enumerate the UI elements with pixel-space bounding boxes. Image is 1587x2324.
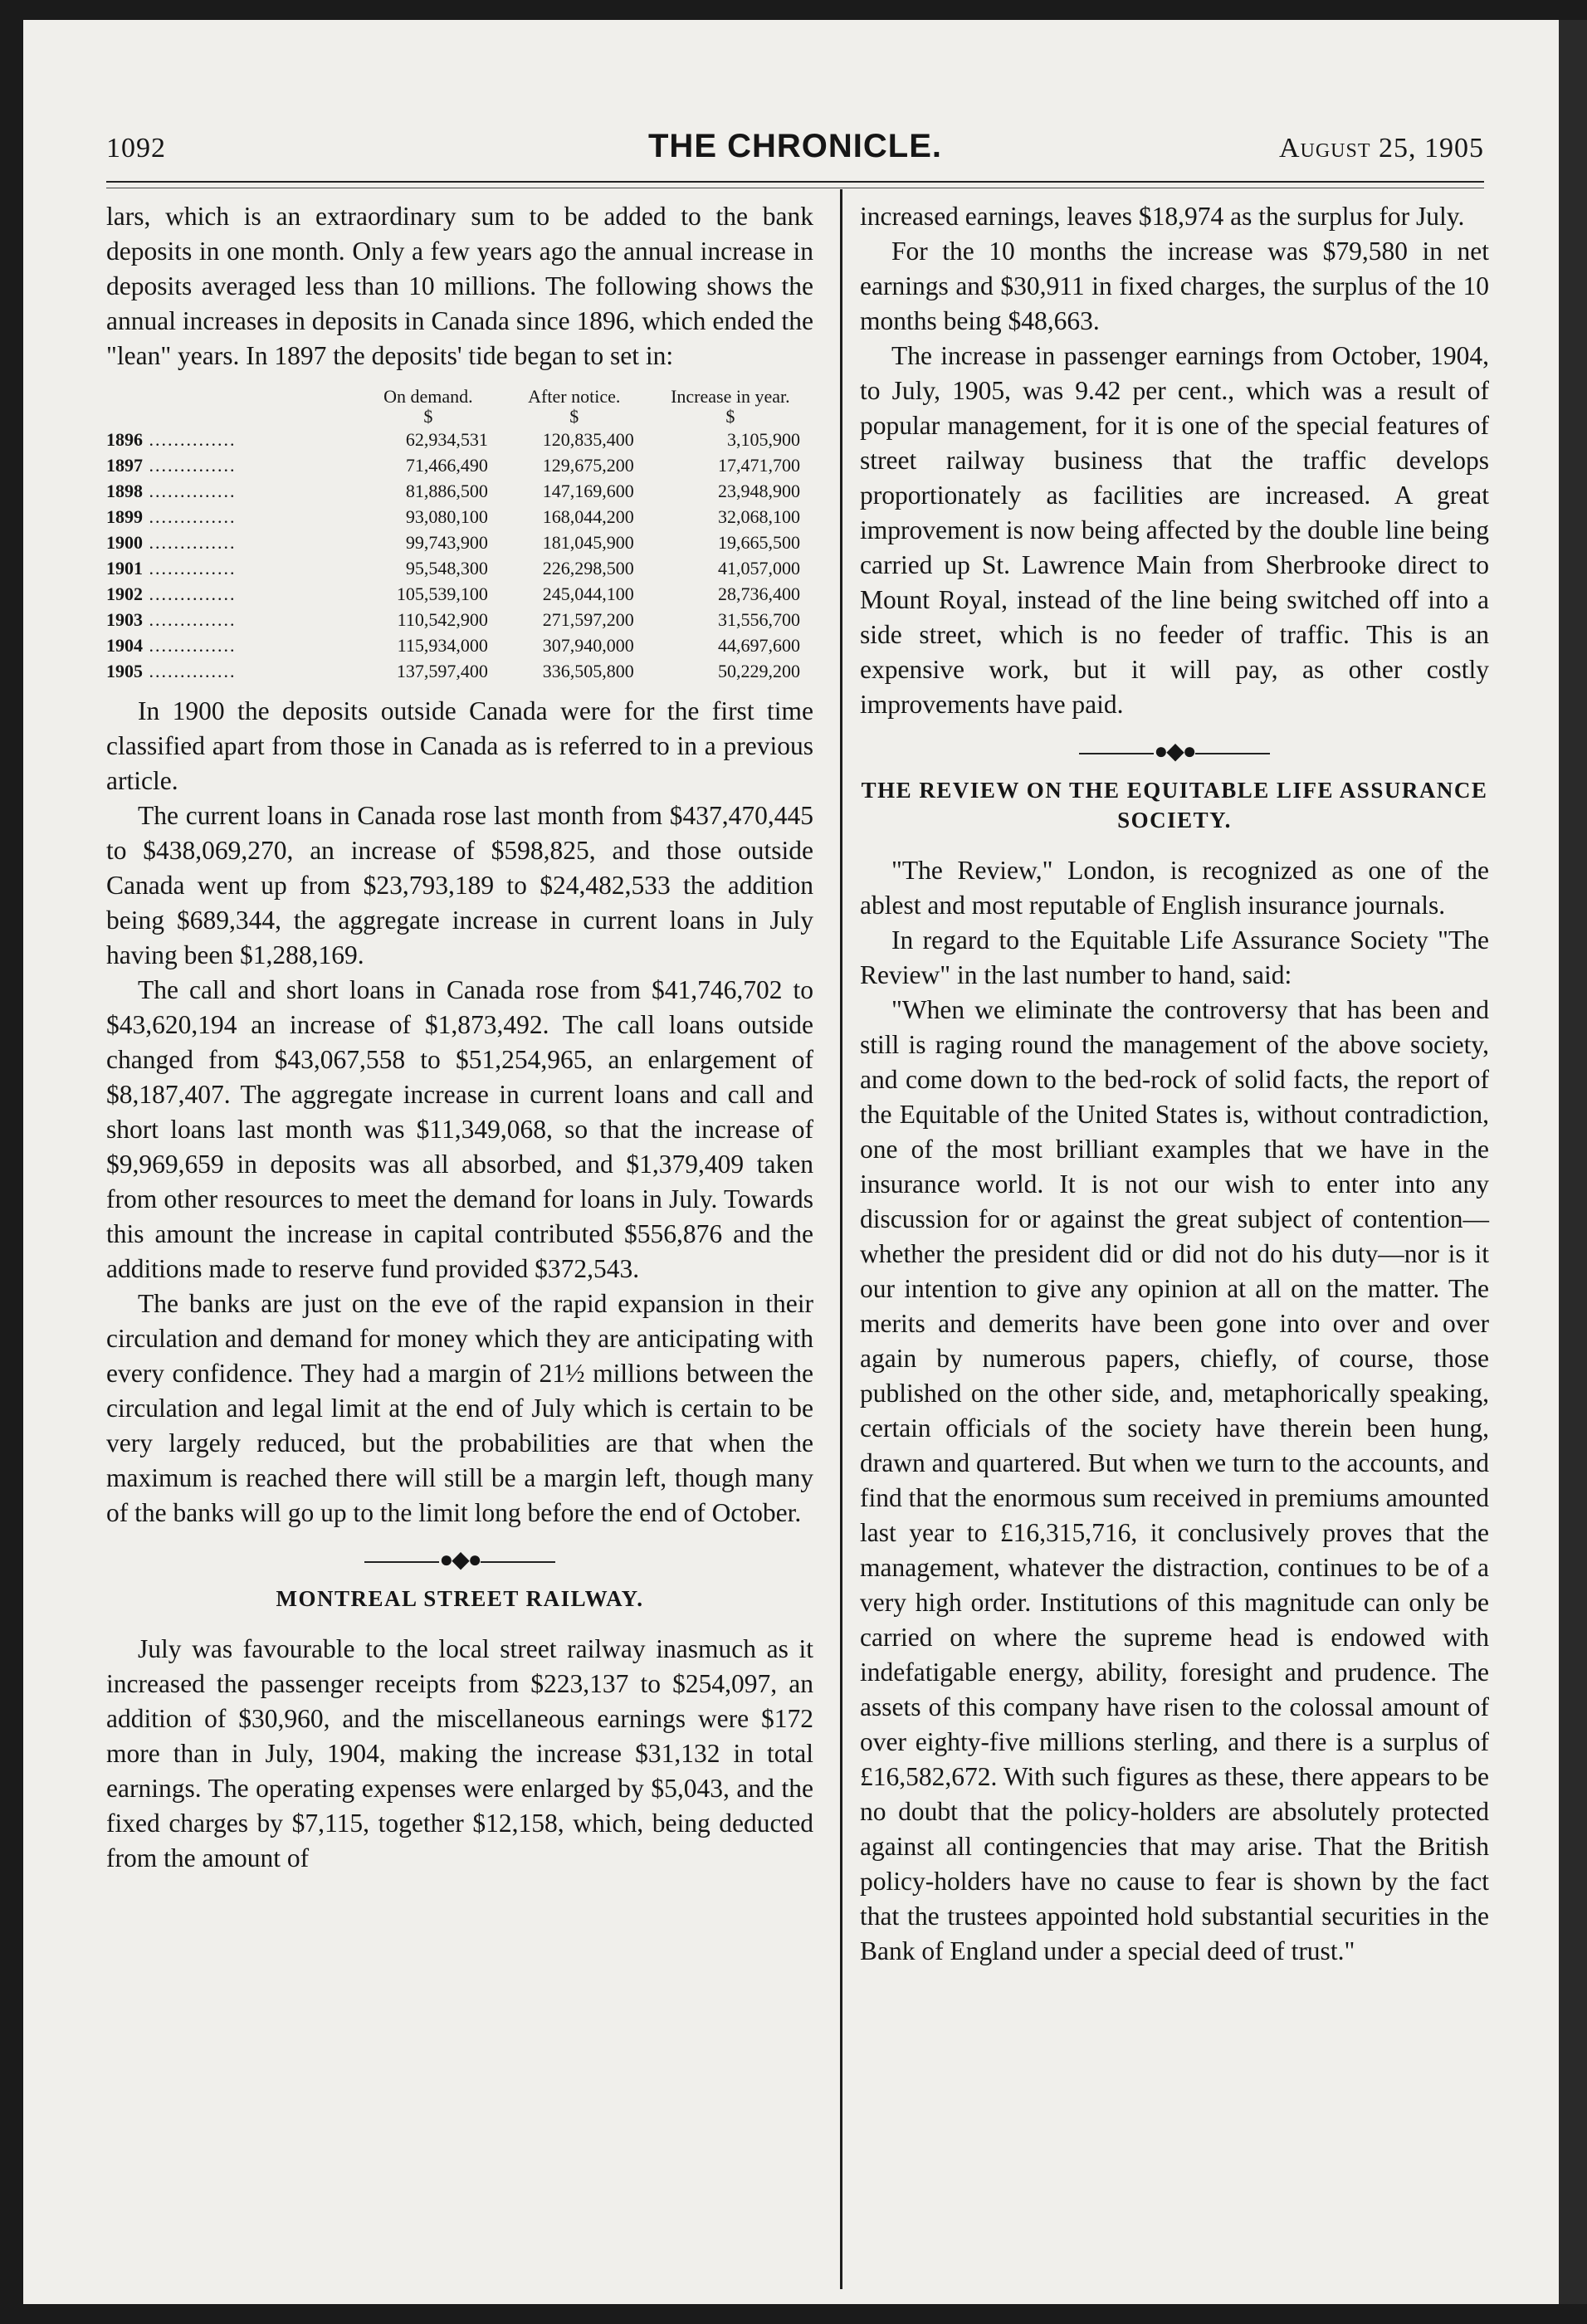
row-year: 1903	[106, 609, 143, 630]
paragraph-call-loans: The call and short loans in Canada rose from $41,746,702 to $43,620,194 an increase of $1,873,492. The call loans outside changed from $43,067,558 to $51,254,965, an enlargement of $8,187,407. The aggregate increase in current loans and call and short loans last month was $11,349,068, so that the increase of $9,969,659 in deposits was all absorbed, and $1,379,409 taken from other resources to meet the demand for loans in July. Towards this amount the increase in capital contributed $556,876 and the additions made to reserve fund provided $372,543.	[106, 975, 813, 1283]
paragraph-passenger-earnings: The increase in passenger earnings from October, 1904, to July, 1905, was 9.42 per cent., which was a result of popular management, for it is one of the special features of street railway business that the traffic develops proportionately as facilities are increased. A great improvement is now being affected by the double line being carried up St. Lawrence Main from Sherbrooke direct to Mount Royal, instead of the line being switched off into a side street, which is no feeder of traffic. This is an expensive work, but it will pay, as other costly improvements have paid.	[860, 341, 1489, 719]
cell-increase: 41,057,000	[718, 558, 800, 579]
header-rule	[106, 181, 1484, 188]
deposits-table	[106, 387, 813, 684]
table-row	[106, 427, 813, 452]
section-title-montreal-railway: MONTREAL STREET RAILWAY.	[276, 1586, 644, 1611]
cell-on-demand: 99,743,900	[405, 532, 488, 553]
paragraph-deposits-outside: In 1900 the deposits outside Canada were for the first time classified apart from those in Canada as is referred to in a previous article.	[106, 696, 813, 795]
cell-on-demand: 115,934,000	[397, 635, 488, 656]
cell-increase: 31,556,700	[718, 609, 800, 630]
row-year: 1899	[106, 506, 143, 527]
cell-after-notice: 307,940,000	[542, 635, 634, 656]
section-ornament: ●◆●	[106, 1545, 813, 1575]
row-year: 1896	[106, 429, 143, 450]
cell-after-notice: 336,505,800	[542, 661, 634, 681]
table-row	[106, 581, 813, 607]
row-year: 1900	[106, 532, 143, 553]
col-header-increase: Increase in year.	[671, 386, 790, 407]
issue-date: August 25, 1905	[1278, 133, 1484, 164]
cell-after-notice: 129,675,200	[542, 455, 634, 476]
cell-on-demand: 137,597,400	[396, 661, 488, 681]
paragraph-review-quote: "When we eliminate the controversy that has been and still is raging round the management of the above society, and come down to the bed-rock of solid facts, the report of the Equitable of the United States is, without contradiction, one of the most brilliant examples that we have in the insurance world. It is not our wish to enter into any discussion for or against the great subject of contention—whether the president did or did not do his duty—nor is it our intention to give any opinion at all on the matter. The merits and demerits have been gone into over and over again by numerous papers, chiefly, of course, those published on the other side, and, metaphorically speaking, certain officials of the society have therein been hung, drawn and quartered. But when we turn to the accounts, and find that the enormous sum received in premiums amounted last year to £16,315,716, it conclusively proves that the management, whatever the distraction, continues to be of a very high order. Institutions of this magnitude can only be carried on where the supreme head is endowed with indefatigable energy, ability, foresight and prudence. The assets of this company have risen to the colossal amount of over eighty-five millions sterling, and there is a surplus of £16,582,672. With such figures as these, there appears to be no doubt that the policy-holders are absolutely protected against all contingencies that may arise. That the British policy-holders have no cause to fear is shown by the fact that the trustees appointed hold substantial securities in the Bank of England under a special deed of trust."	[860, 995, 1489, 1965]
page-number: 1092	[106, 133, 166, 164]
table-row	[106, 632, 813, 658]
cell-on-demand: 71,466,490	[405, 455, 488, 476]
table-row	[106, 658, 813, 684]
leader-dots: ..............	[143, 609, 237, 630]
leader-dots: ..............	[143, 583, 237, 604]
publication-title: THE CHRONICLE.	[648, 128, 942, 164]
cell-after-notice: 226,298,500	[542, 558, 634, 579]
cell-on-demand: 62,934,531	[405, 429, 488, 450]
cell-increase: 50,229,200	[718, 661, 800, 681]
table-row	[106, 530, 813, 555]
row-year: 1897	[106, 455, 143, 476]
table-row	[106, 504, 813, 530]
leader-dots: ..............	[143, 506, 237, 527]
paragraph-review-regard: In regard to the Equitable Life Assurance Society "The Review" in the last number to hand, said:	[860, 925, 1489, 989]
leader-dots: ..............	[143, 532, 237, 553]
cell-after-notice: 147,169,600	[542, 481, 634, 501]
row-year: 1905	[106, 661, 143, 681]
cell-increase: 23,948,900	[718, 481, 800, 501]
currency-symbol: $	[569, 406, 579, 427]
paragraph-ten-months: For the 10 months the increase was $79,580 in net earnings and $30,911 in fixed charges, the surplus of the 10 months being $48,663.	[860, 237, 1489, 335]
cell-on-demand: 95,548,300	[405, 558, 488, 579]
table-row	[106, 555, 813, 581]
leader-dots: ..............	[143, 635, 237, 656]
cell-after-notice: 271,597,200	[542, 609, 634, 630]
cell-on-demand: 81,886,500	[405, 481, 488, 501]
cell-increase: 44,697,600	[718, 635, 800, 656]
row-year: 1901	[106, 558, 143, 579]
intro-paragraph: lars, which is an extraordinary sum to be added to the bank deposits in one month. Only a few years ago the annual increase in deposits averaged less than 10 millions. The following shows the annual increases in deposits in Canada since 1896, which ended the "lean" years. In 1897 the deposits' tide began to set in:	[106, 202, 813, 370]
cell-after-notice: 181,045,900	[542, 532, 634, 553]
cell-increase: 32,068,100	[718, 506, 800, 527]
column-rule	[840, 189, 842, 2289]
table-row	[106, 607, 813, 632]
row-year: 1902	[106, 583, 143, 604]
leader-dots: ..............	[143, 661, 237, 681]
cell-increase: 19,665,500	[718, 532, 800, 553]
table-row	[106, 478, 813, 504]
running-header	[106, 124, 1484, 174]
col-header-on-demand: On demand.	[383, 386, 473, 407]
cell-increase: 3,105,900	[727, 429, 800, 450]
cell-on-demand: 110,542,900	[397, 609, 488, 630]
row-year: 1904	[106, 635, 143, 656]
cell-increase: 17,471,700	[718, 455, 800, 476]
paragraph-review-intro: "The Review," London, is recognized as one of the ablest and most reputable of English insurance journals.	[860, 856, 1489, 920]
row-year: 1898	[106, 481, 143, 501]
paragraph-continuation: increased earnings, leaves $18,974 as the surplus for July.	[860, 202, 1465, 231]
leader-dots: ..............	[143, 558, 237, 579]
cell-after-notice: 168,044,200	[542, 506, 634, 527]
adjacent-page-edge	[1559, 20, 1587, 2304]
cell-after-notice: 120,835,400	[542, 429, 634, 450]
paragraph-railway-july: July was favourable to the local street railway inasmuch as it increased the passenger receipts from $223,137 to $254,097, an addition of $30,960, and the miscellaneous earnings were $172 more than in July, 1904, making the increase $31,132 in total earnings. The operating expenses were enlarged by $5,043, and the fixed charges by $7,115, together $12,158, which, being deducted from the amount of	[106, 1634, 813, 1872]
leader-dots: ..............	[143, 455, 237, 476]
currency-symbol: $	[423, 406, 433, 427]
left-column	[106, 199, 813, 1876]
cell-increase: 28,736,400	[718, 583, 800, 604]
col-header-after-notice: After notice.	[528, 386, 621, 407]
paragraph-current-loans: The current loans in Canada rose last month from $437,470,445 to $438,069,270, an increase of $598,825, and those outside Canada went up from $23,793,189 to $24,482,533 the addition being $689,344, the aggregate increase in current loans in July having been $1,288,169.	[106, 801, 813, 969]
cell-on-demand: 93,080,100	[405, 506, 488, 527]
section-ornament: ●◆●	[860, 737, 1489, 767]
currency-symbol: $	[725, 406, 735, 427]
leader-dots: ..............	[143, 429, 237, 450]
cell-on-demand: 105,539,100	[396, 583, 488, 604]
right-column	[860, 199, 1489, 1969]
section-title-equitable-review: THE REVIEW ON THE EQUITABLE LIFE ASSURANCE SOCIETY.	[861, 778, 1488, 832]
paragraph-circulation: The banks are just on the eve of the rapid expansion in their circulation and demand for money which they are anticipating with every confidence. They had a margin of 21½ millions between the circulation and legal limit at the end of July which is certain to be very largely reduced, but the probabilities are that when the maximum is reached there will still be a margin left, though many of the banks will go up to the limit long before the end of October.	[106, 1289, 813, 1527]
table-row	[106, 452, 813, 478]
cell-after-notice: 245,044,100	[542, 583, 634, 604]
leader-dots: ..............	[143, 481, 237, 501]
